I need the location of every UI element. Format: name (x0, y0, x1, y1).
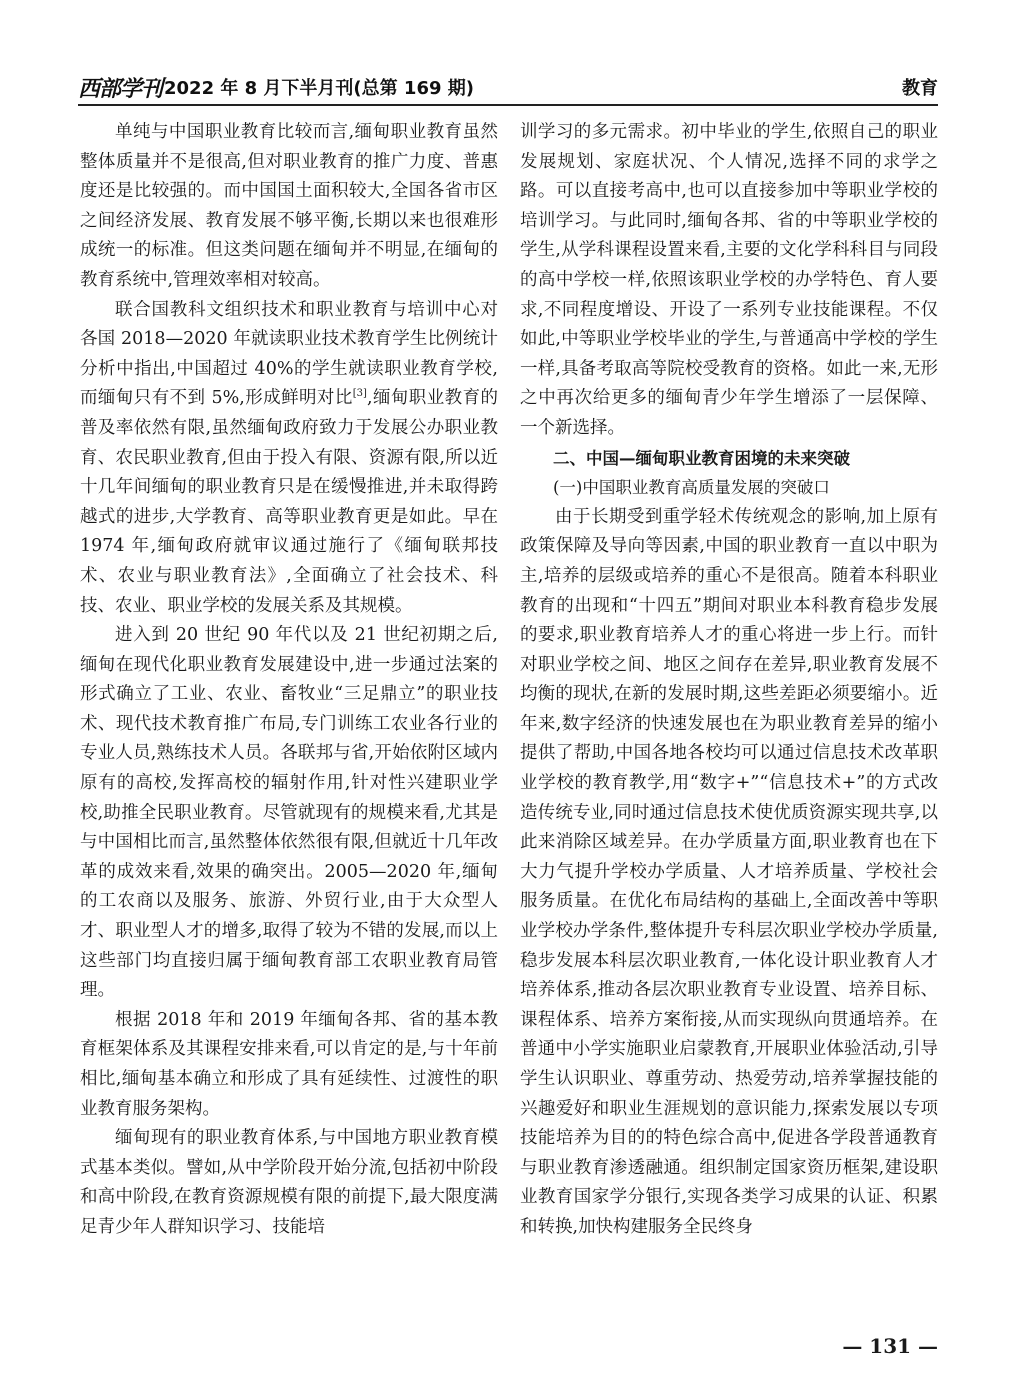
citation-ref: [3] (352, 388, 367, 400)
paragraph: 单纯与中国职业教育比较而言,缅甸职业教育虽然整体质量并不是很高,但对职业教育的推广力度、普惠度还是比较强的。而中国国土面积较大,全国各省市区之间经济发展、教育发展不够平衡,长期以来也很难形成统一的标准。但这类问题在缅甸并不明显,在缅甸的教育系统中,管理效率相对较高。 (80, 122, 498, 290)
paragraph: 缅甸现有的职业教育体系,与中国地方职业教育模式基本类似。譬如,从中学阶段开始分流,包括初中阶段和高中阶段,在教育资源规模有限的前提下,最大限度满足青少年人群知识学习、技能培 (80, 1128, 498, 1237)
paragraph: 进入到 20 世纪 90 年代以及 21 世纪初期之后,缅甸在现代化职业教育发展建设中,进一步通过法案的形式确立了工业、农业、畜牧业“三足鼎立”的职业技术、现代技术教育推广布局,专门训练工农业各行业的专业人员,熟练技术人员。各联邦与省,开始依附区域内原有的高校,发挥高校的辐射作用,针对性兴建职业学校,助推全民职业教育。尽管就现有的规模来看,尤其是与中国相比而言,虽然整体依然很有限,但就近十几年改革的成效来看,效果的确突出。2005—2020 年,缅甸的工农商以及服务、旅游、外贸行业,由于大众型人才、职业型人才的增多,取得了较为不错的发展,而以上这些部门均直接归属于缅甸教育部工农职业教育局管理。 (80, 625, 498, 1001)
subsection-heading: (一)中国职业教育高质量发展的突破口 (553, 478, 830, 498)
paragraph-text: ,缅甸职业教育的普及率依然有限,虽然缅甸政府致力于发展公办职业教育、农民职业教育,但由于投入有限、资源有限,所以近十几年间缅甸的职业教育只是在缓慢推进,并未取得跨越式的进步,大学教育、高等职业教育更是如此。早在 1974 年,缅甸政府就审议通过施行了《缅甸联邦技术、农业与职业教育法》,全面确立了社会技术、科技、农业、职业学校的发展关系及其规模。 (80, 388, 498, 616)
paragraph (80, 296, 498, 622)
right-column (520, 118, 938, 1243)
paragraph-text: 联合国教科文组织技术和职业教育与培训中心对各国 2018—2020 年就读职业技术教育学生比例统计分析中指出,中国超过 40%的学生就读职业教育学校,而缅甸只有不到 5%,形成鲜明对比 (80, 299, 498, 409)
journal-logo: 西部学刊 (78, 76, 163, 102)
paragraph: 根据 2018 年和 2019 年缅甸各邦、省的基本教育框架体系及其课程安排来看,可以肯定的是,与十年前相比,缅甸基本确立和形成了具有延续性、过渡性的职业教育服务架构。 (80, 1009, 498, 1119)
paragraph: 由于长期受到重学轻术传统观念的影响,加上原有政策保障及导向等因素,中国的职业教育一直以中职为主,培养的层级或培养的重心不是很高。随着本科职业教育的出现和“十四五”期间对职业本科教育稳步发展的要求,职业教育培养人才的重心将进一步上行。而针对职业学校之间、地区之间存在差异,职业教育发展不均衡的现状,在新的发展时期,这些差距必须要缩小。近年来,数字经济的快速发展也在为职业教育差异的缩小提供了帮助,中国各地各校均可以通过信息技术改革职业学校的教育教学,用“数字+”“信息技术+”的方式改造传统专业,同时通过信息技术使优质资源实现共享,以此来消除区域差异。在办学质量方面,职业教育也在下大力气提升学校办学质量、人才培养质量、学校社会服务质量。在优化布局结构的基础上,全面改善中等职业学校办学条件,整体提升专科层次职业学校办学质量,稳步发展本科层次职业教育,一体化设计职业教育人才培养体系,推动各层次职业教育专业设置、培养目标、课程体系、培养方案衔接,从而实现纵向贯通培养。在普通中小学实施职业启蒙教育,开展职业体验活动,引导学生认识职业、尊重劳动、热爱劳动,培养掌握技能的兴趣爱好和职业生涯规划的意识能力,探索发展以专项技能培养为目的的特色综合高中,促进各学段普通教育与职业教育渗透融通。组织制定国家资历框架,建设职业教育国家学分银行,实现各类学习成果的认证、积累和转换,加快构建服务全民终身 (520, 506, 938, 1237)
section-heading: 二、中国—缅甸职业教育困境的未来突破 (553, 448, 850, 468)
section-title: 教育 (902, 78, 938, 99)
paragraph: 训学习的多元需求。初中毕业的学生,依照自己的职业发展规划、家庭状况、个人情况,选择不同的求学之路。可以直接考高中,也可以直接参加中等职业学校的培训学习。与此同时,缅甸各邦、省的中等职业学校的学生,从学科课程设置来看,主要的文化学科科目与同段的高中学校一样,依照该职业学校的办学特色、育人要求,不同程度增设、开设了一系列专业技能课程。不仅如此,中等职业学校毕业的学生,与普通高中学校的学生一样,具备考取高等院校受教育的资格。如此一来,无形之中再次给更多的缅甸青少年学生增添了一层保障、一个新选择。 (520, 122, 938, 438)
running-header (78, 68, 938, 106)
left-column (80, 118, 498, 1243)
page-number: — 131 — (842, 1334, 938, 1358)
issue-info: 2022 年 8 月下半月刊(总第 169 期) (164, 78, 474, 99)
